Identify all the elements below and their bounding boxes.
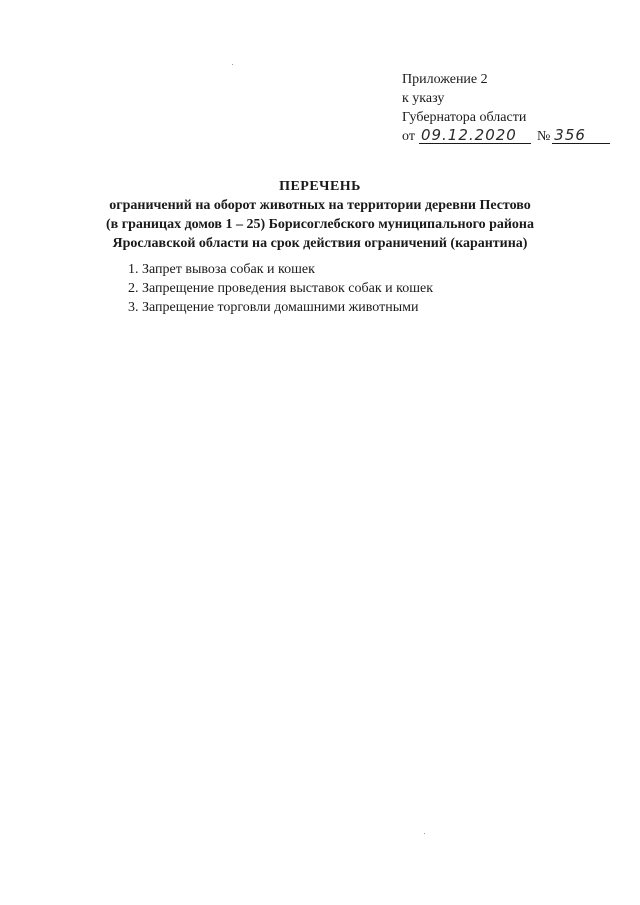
handwritten-date: 09.12.2020 <box>419 127 531 144</box>
title-block <box>0 177 640 253</box>
title-line-3: Ярославской области на срок действия ограничений (карантина) <box>112 236 528 251</box>
list-item: 2. Запрещение проведения выставок собак и кошек <box>128 281 434 296</box>
appendix-date-line <box>402 127 610 146</box>
number-label: № <box>536 129 551 144</box>
appendix-line-1: Приложение 2 <box>402 72 488 87</box>
document-heading: ПЕРЕЧЕНЬ <box>279 179 361 194</box>
scan-speck <box>424 833 425 834</box>
appendix-line-3: Губернатора области <box>402 110 527 125</box>
restrictions-list <box>128 260 433 317</box>
list-item: 3. Запрещение торговли домашними животными <box>128 300 419 315</box>
date-prefix: от <box>402 129 415 144</box>
scan-speck <box>232 64 233 65</box>
list-item: 1. Запрет вывоза собак и кошек <box>128 262 315 277</box>
title-line-1: ограничений на оборот животных на территории деревни Пестово <box>109 198 531 213</box>
handwritten-number: 356 <box>552 127 610 144</box>
appendix-line-2: к указу <box>402 91 445 106</box>
appendix-block <box>402 70 610 146</box>
title-line-2: (в границах домов 1 – 25) Борисоглебского муниципального района <box>106 217 534 232</box>
